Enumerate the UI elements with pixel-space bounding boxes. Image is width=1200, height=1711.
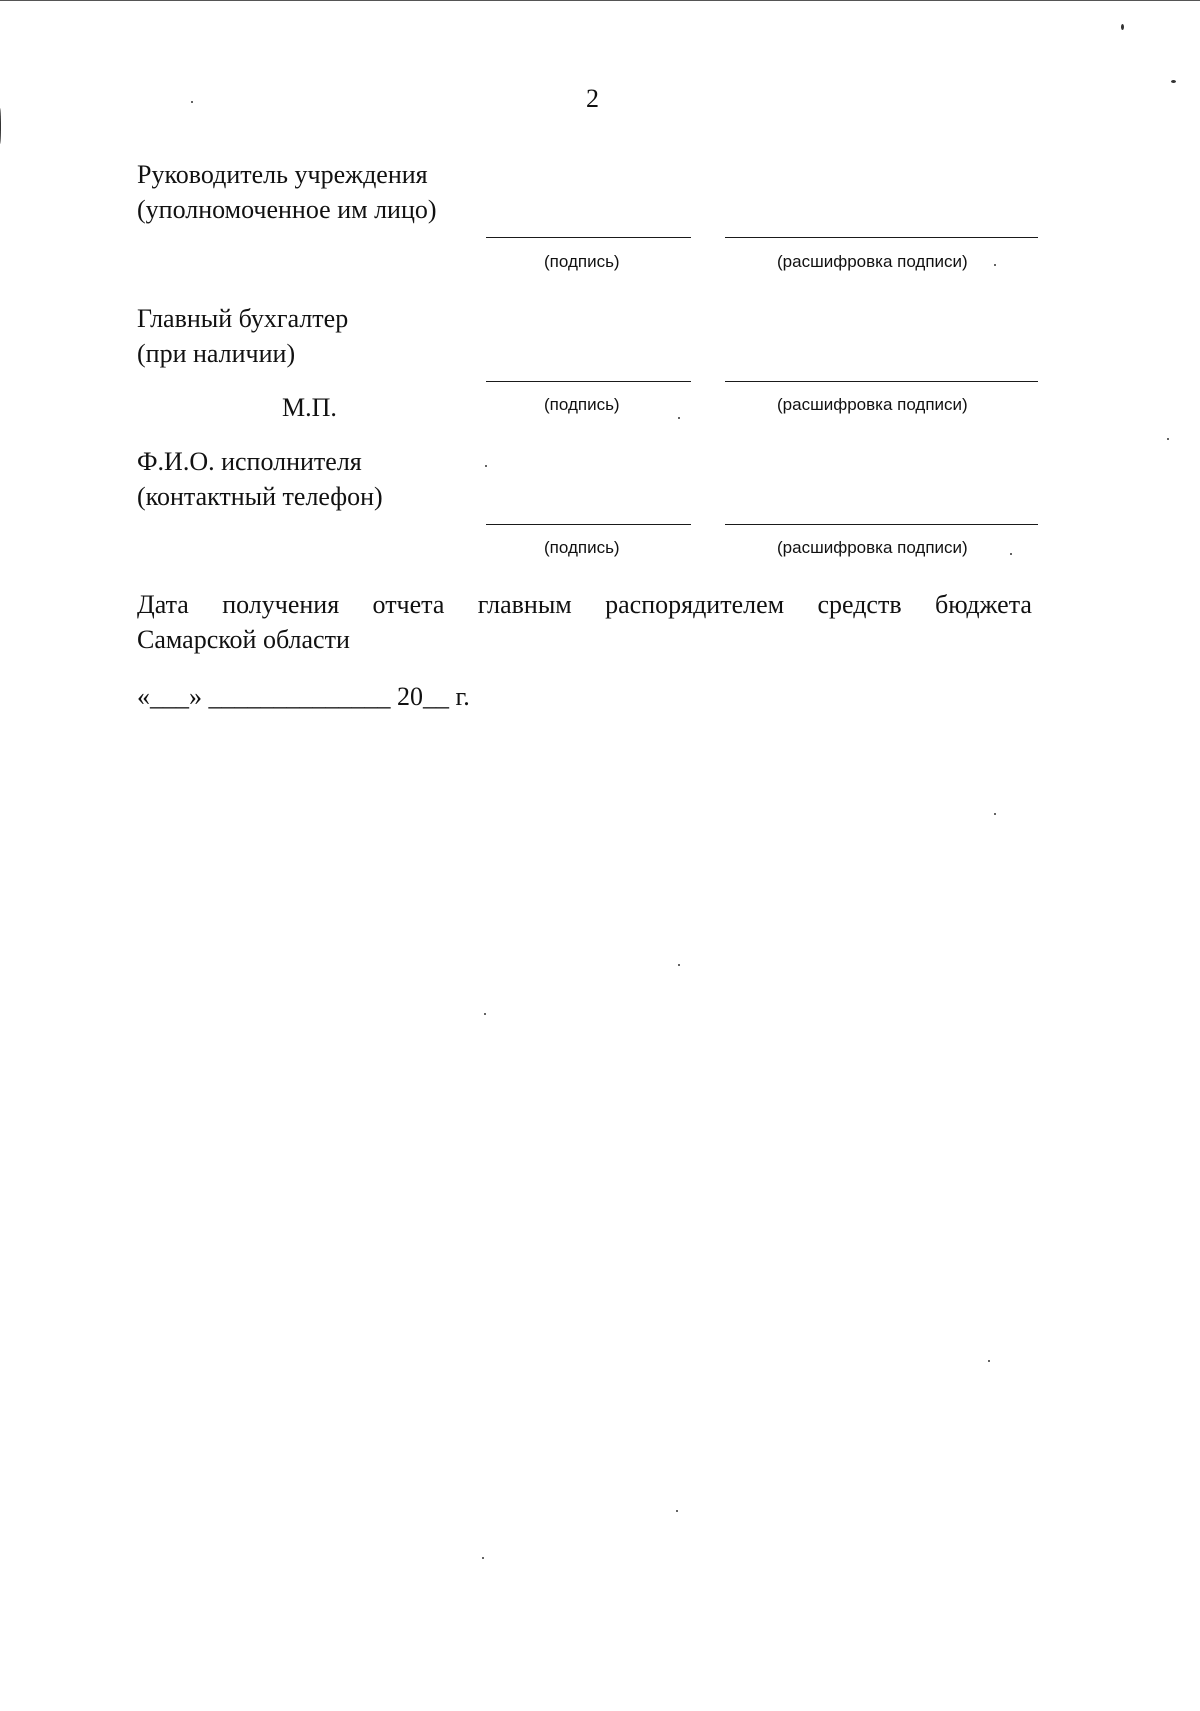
receipt-word: Дата [137, 590, 189, 619]
receipt-text-line2: Самарской области [137, 625, 350, 654]
receipt-word: отчета [372, 590, 445, 619]
head-decode-caption: (расшифровка подписи) [777, 252, 968, 271]
accountant-decode-caption: (расшифровка подписи) [777, 395, 968, 414]
executor-signature-caption: (подпись) [544, 538, 620, 557]
top-border-line [0, 0, 1200, 1]
scan-speck [485, 465, 487, 467]
accountant-title-line2: (при наличии) [137, 339, 296, 368]
executor-decode-line [725, 524, 1038, 525]
head-signature-line [486, 237, 691, 238]
receipt-text-line1 [137, 588, 1032, 622]
scan-speck [678, 964, 680, 966]
page-number: 2 [586, 84, 599, 113]
receipt-date-field: «___» ______________ 20__ г. [137, 682, 470, 711]
receipt-word: бюджета [935, 590, 1032, 619]
receipt-word: средств [817, 590, 902, 619]
executor-title-line1: Ф.И.О. исполнителя [137, 447, 362, 476]
scan-speck [994, 264, 996, 266]
scan-speck [1010, 553, 1012, 555]
accountant-signature-caption: (подпись) [544, 395, 620, 414]
receipt-word: главным [477, 590, 572, 619]
accountant-signature-line [486, 381, 691, 382]
scan-speck [678, 417, 680, 419]
receipt-word: получения [222, 590, 340, 619]
receipt-word: распорядителем [605, 590, 785, 619]
accountant-title-line1: Главный бухгалтер [137, 304, 349, 333]
executor-decode-caption: (расшифровка подписи) [777, 538, 968, 557]
scan-speck [676, 1510, 678, 1512]
stamp-place-label: М.П. [282, 393, 337, 422]
scan-speck [988, 1360, 990, 1362]
head-decode-line [725, 237, 1038, 238]
scan-speck [1167, 438, 1169, 440]
head-title-line2: (уполномоченное им лицо) [137, 195, 437, 224]
executor-signature-line [486, 524, 691, 525]
head-title-line1: Руководитель учреждения [137, 160, 428, 189]
scan-speck [484, 1013, 486, 1015]
scan-edge-mark [0, 108, 1, 144]
accountant-decode-line [725, 381, 1038, 382]
scan-speck [191, 101, 193, 103]
scan-speck [994, 813, 996, 815]
scan-speck [1171, 80, 1176, 83]
scan-speck [482, 1557, 484, 1559]
executor-title-line2: (контактный телефон) [137, 482, 383, 511]
head-signature-caption: (подпись) [544, 252, 620, 271]
scan-speck [1121, 24, 1124, 30]
